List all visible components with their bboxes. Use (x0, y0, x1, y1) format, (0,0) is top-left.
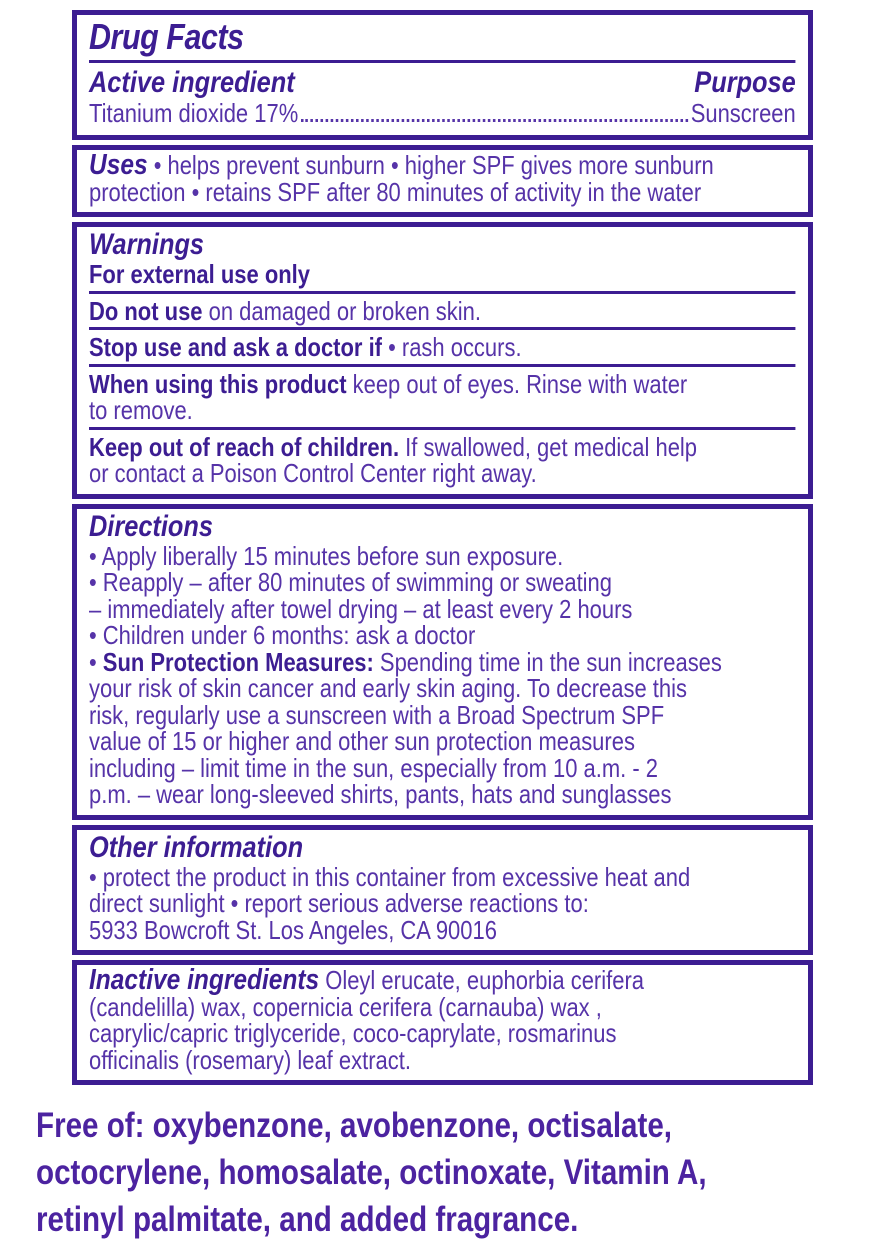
section-content (89, 17, 796, 128)
keep-out-line-1 (89, 431, 796, 462)
do-not-use-line (89, 295, 796, 326)
uses-line-1 (89, 149, 796, 181)
uses-line-2: protection • retains SPF after 80 minutes of activity in the water (89, 176, 702, 207)
free-of-content (36, 1102, 864, 1243)
section-other-information (72, 825, 813, 956)
uses-heading: Uses (89, 149, 148, 181)
section-content (89, 511, 796, 808)
section-directions (72, 504, 813, 820)
inactive-ingredients-line: officinalis (rosemary) leaf extract. (89, 1044, 411, 1075)
inactive-ingredients-line: (candelilla) wax, copernicia cerifera (carnauba) wax , (89, 991, 602, 1022)
purpose-heading: Purpose (694, 66, 796, 99)
divider (89, 327, 796, 330)
active-ingredient-heading: Active ingredient (89, 66, 295, 99)
when-using-text: keep out of eyes. Rinse with water (346, 368, 688, 399)
other-information-heading: Other information (89, 830, 304, 864)
inactive-ingredients-line: caprylic/capric triglyceride, coco-caprylate, rosmarinus (89, 1018, 617, 1048)
directions-line: including – limit time in the sun, especially from 10 a.m. - 2 (89, 752, 659, 783)
directions-line: – immediately after towel drying – at least every 2 hours (89, 593, 633, 624)
directions-line: • Reapply – after 80 minutes of swimming or sweating (89, 567, 613, 597)
section-content (89, 964, 796, 1075)
section-warnings (72, 222, 813, 499)
drug-facts-panel (72, 10, 813, 1085)
active-ingredient-row (89, 99, 796, 128)
external-use-line (89, 261, 796, 288)
section-inactive-ingredients (72, 960, 813, 1085)
active-ingredient-header-row (89, 67, 796, 99)
divider (89, 364, 796, 367)
other-information-address: 5933 Bowcroft St. Los Angeles, CA 90016 (89, 914, 497, 945)
directions-line: your risk of skin cancer and early skin aging. To decrease this (89, 673, 687, 703)
section-active-ingredient (72, 10, 813, 140)
directions-line: p.m. – wear long-sleeved shirts, pants, hats and sunglasses (89, 779, 672, 809)
divider (89, 291, 796, 294)
active-ingredient-value: Titanium dioxide 17% (89, 98, 299, 128)
free-of-claims (36, 1102, 864, 1243)
when-using-line-1 (89, 368, 796, 399)
sun-protection-line (89, 646, 796, 677)
warnings-heading: Warnings (89, 228, 205, 261)
keep-out-lead: Keep out of reach of children. (89, 431, 400, 462)
directions-line: • Children under 6 months: ask a doctor (89, 620, 476, 650)
purpose-value: Sunscreen (690, 98, 796, 128)
divider (89, 60, 796, 63)
section-content (89, 832, 796, 944)
keep-out-line-2: or contact a Poison Control Center right away. (89, 458, 537, 488)
directions-heading: Directions (89, 509, 213, 543)
directions-line: • Apply liberally 15 minutes before sun exposure. (89, 540, 564, 571)
sun-protection-lead: Sun Protection Measures: (102, 646, 374, 677)
keep-out-text: If swallowed, get medical help (399, 431, 698, 462)
inactive-ingredients-heading: Inactive ingredients (89, 964, 320, 996)
free-of-line: octocrylene, homosalate, octinoxate, Vitamin A, (36, 1153, 707, 1192)
sun-protection-text: Spending time in the sun increases (373, 646, 722, 677)
inactive-ingredients-line-1 (89, 964, 796, 996)
stop-use-line (89, 334, 796, 361)
when-using-lead: When using this product (89, 368, 347, 399)
inactive-ingredients-text: Oleyl erucate, euphorbia cerifera (319, 965, 644, 995)
external-use-text: For external use only (89, 259, 310, 289)
other-information-line: • protect the product in this container from excessive heat and (89, 861, 691, 892)
directions-line: risk, regularly use a sunscreen with a Broad Spectrum SPF (89, 699, 665, 730)
divider (89, 427, 796, 430)
other-information-line: direct sunlight • report serious adverse reactions to: (89, 888, 589, 918)
section-content (89, 229, 796, 487)
section-uses (72, 145, 813, 217)
section-content (89, 149, 796, 207)
drug-facts-title: Drug Facts (89, 16, 244, 57)
do-not-use-lead: Do not use (89, 295, 203, 326)
bullet: • (89, 646, 103, 677)
uses-text-1: • helps prevent sunburn • higher SPF gives more sunburn (153, 150, 714, 180)
directions-line: value of 15 or higher and other sun protection measures (89, 726, 635, 756)
when-using-line-2: to remove. (89, 395, 193, 425)
do-not-use-text: on damaged or broken skin. (202, 295, 481, 326)
stop-use-text: • rash occurs. (381, 332, 522, 362)
free-of-line: retinyl palmitate, and added fragrance. (36, 1200, 579, 1239)
free-of-line: Free of: oxybenzone, avobenzone, octisalate, (36, 1106, 673, 1145)
stop-use-lead: Stop use and ask a doctor if (89, 332, 382, 362)
dot-leader (301, 119, 688, 122)
